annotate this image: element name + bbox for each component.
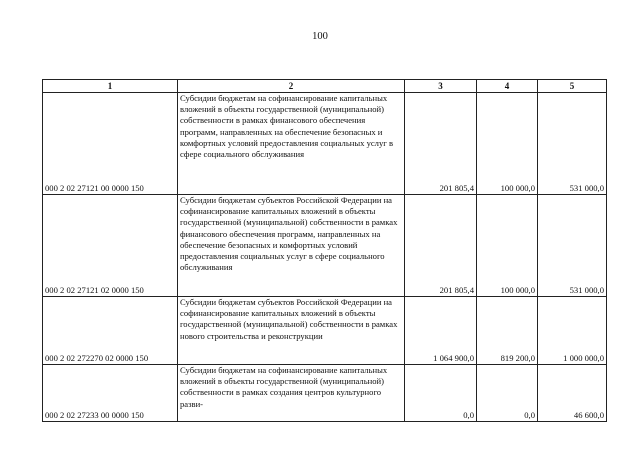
row-name: Субсидии бюджетам на софинансирование капитальных вложений в объекты государственной (муниципальной) собственности в рамках финансового обеспечения программ, направленных на обеспечение безопасных и комфортных условий предоставления социальных услуг в сфере социального обслуживания	[178, 93, 405, 195]
row-code: 000 2 02 272270 02 0000 150	[43, 297, 178, 365]
budget-table	[42, 79, 607, 422]
row-value-col3: 0,0	[405, 365, 477, 422]
column-header-4: 4	[477, 80, 538, 93]
row-value-col5: 46 600,0	[538, 365, 607, 422]
row-value-col5: 531 000,0	[538, 195, 607, 297]
row-name-cell	[178, 365, 405, 422]
row-code: 000 2 02 27233 00 0000 150	[43, 365, 178, 422]
table-header-row	[43, 80, 607, 93]
table-row	[43, 93, 607, 195]
column-header-5: 5	[538, 80, 607, 93]
table-row	[43, 365, 607, 422]
row-name: Субсидии бюджетам субъектов Российской Федерации на софинансирование капитальных вложений в объекты государственной (муниципальной) собственности в рамках нового строительства и реконструкции	[178, 297, 405, 365]
row-value-col3: 1 064 900,0	[405, 297, 477, 365]
row-code: 000 2 02 27121 02 0000 150	[43, 195, 178, 297]
column-header-code: 1	[43, 80, 178, 93]
row-value-col4: 819 200,0	[477, 297, 538, 365]
row-value-col3: 201 805,4	[405, 195, 477, 297]
table-row	[43, 195, 607, 297]
row-code: 000 2 02 27121 00 0000 150	[43, 93, 178, 195]
row-value-col4: 100 000,0	[477, 93, 538, 195]
row-name: Субсидии бюджетам субъектов Российской Федерации на софинансирование капитальных вложений в объекты государственной (муниципальной) собственности в рамках финансового обеспечения программ, направленных на обеспечение безопасных и комфортных условий предоставления социальных услуг в сфере социального обслуживания	[178, 195, 405, 297]
column-header-3: 3	[405, 80, 477, 93]
column-header-name: 2	[178, 80, 405, 93]
row-value-col4: 0,0	[477, 365, 538, 422]
row-value-col4: 100 000,0	[477, 195, 538, 297]
row-value-col3: 201 805,4	[405, 93, 477, 195]
row-name: Субсидии бюджетам на софинансирование капитальных вложений в объекты государственной (муниципальной) собственности в рамках создания центров культурного разви-	[180, 365, 388, 409]
row-value-col5: 1 000 000,0	[538, 297, 607, 365]
table-row	[43, 297, 607, 365]
row-value-col5: 531 000,0	[538, 93, 607, 195]
page-number: 100	[312, 31, 328, 42]
